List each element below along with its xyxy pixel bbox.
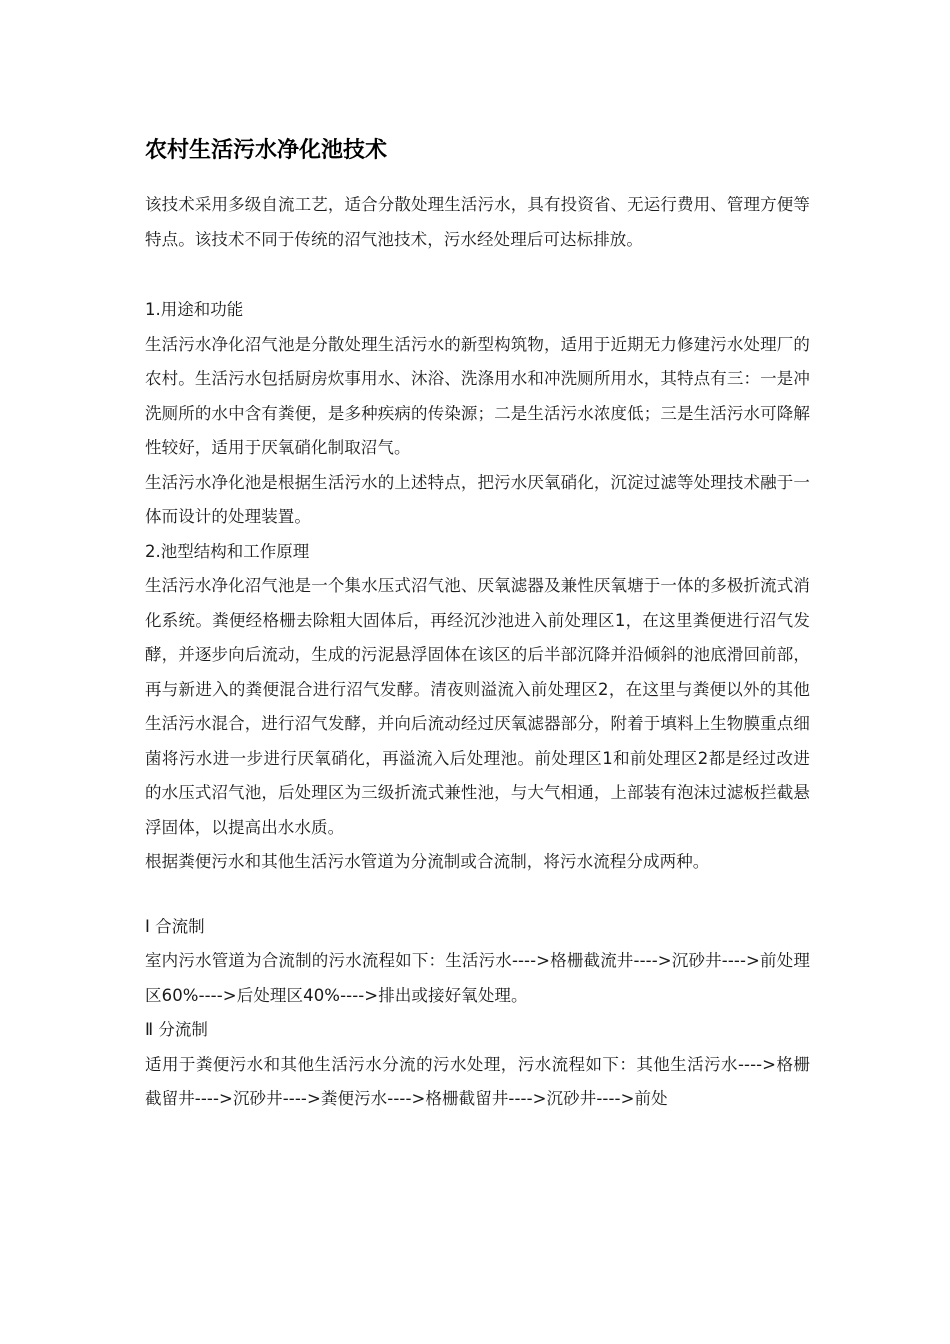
spacer bbox=[145, 880, 810, 910]
section-heading-usage: 1.用途和功能 bbox=[145, 300, 244, 319]
document-page bbox=[145, 132, 810, 1117]
usage-paragraph-2: 生活污水净化池是根据生活污水的上述特点，把污水厌氧硝化，沉淀过滤等处理技术融于一体而设计的处理装置。 bbox=[145, 472, 810, 526]
intro-paragraph: 该技术采用多级自流工艺，适合分散处理生活污水，具有投资省、无运行费用、管理方便等特点。该技术不同于传统的沼气池技术，污水经处理后可达标排放。 bbox=[145, 195, 810, 249]
document-title: 农村生活污水净化池技术 bbox=[145, 138, 388, 163]
separate-paragraph: 适用于粪便污水和其他生活污水分流的污水处理，污水流程如下：其他生活污水---->格栅截留井---->沉砂井---->粪便污水---->格栅截留井---->沉砂井---->前处 bbox=[145, 1054, 810, 1108]
structure-paragraph-2: 根据粪便污水和其他生活污水管道为分流制或合流制，将污水流程分成两种。 bbox=[145, 852, 710, 871]
combined-paragraph: 室内污水管道为合流制的污水流程如下：生活污水---->格栅截流井---->沉砂井---->前处理区60%---->后处理区40%---->排出或接好氧处理。 bbox=[145, 951, 810, 1005]
section-heading-structure: 2.池型结构和工作原理 bbox=[145, 541, 310, 561]
structure-paragraph-1: 生活污水净化沼气池是一个集水压式沼气池、厌氧滤器及兼性厌氧塘于一体的多极折流式消化系统。粪便经格栅去除粗大固体后，再经沉沙池进入前处理区1，在这里粪便进行沼气发酵，并逐步向后流动，生成的污泥悬浮固体在该区的后半部沉降并沿倾斜的池底滑回前部，再与新进入的粪便混合进行沼气发酵。清夜则溢流入前处理区2，在这里与粪便以外的其他生活污水混合，进行沼气发酵，并向后流动经过厌氧滤器部分，附着于填料上生物膜重点细菌将污水进一步进行厌氧硝化，再溢流入后处理池。前处理区1和前处理区2都是经过改进的水压式沼气池，后处理区为三级折流式兼性池，与大气相通，上部装有泡沫过滤板拦截悬浮固体，以提高出水水质。 bbox=[145, 576, 810, 837]
section-heading-separate: Ⅱ 分流制 bbox=[145, 1020, 208, 1039]
usage-paragraph-1: 生活污水净化沼气池是分散处理生活污水的新型构筑物，适用于近期无力修建污水处理厂的农村。生活污水包括厨房炊事用水、沐浴、洗涤用水和冲洗厕所用水，其特点有三：一是冲洗厕所的水中含有粪便，是多种疾病的传染源；二是生活污水浓度低；三是生活污水可降解性较好，适用于厌氧硝化制取沼气。 bbox=[145, 334, 810, 457]
spacer bbox=[145, 257, 810, 293]
section-heading-combined: Ⅰ 合流制 bbox=[145, 916, 205, 936]
